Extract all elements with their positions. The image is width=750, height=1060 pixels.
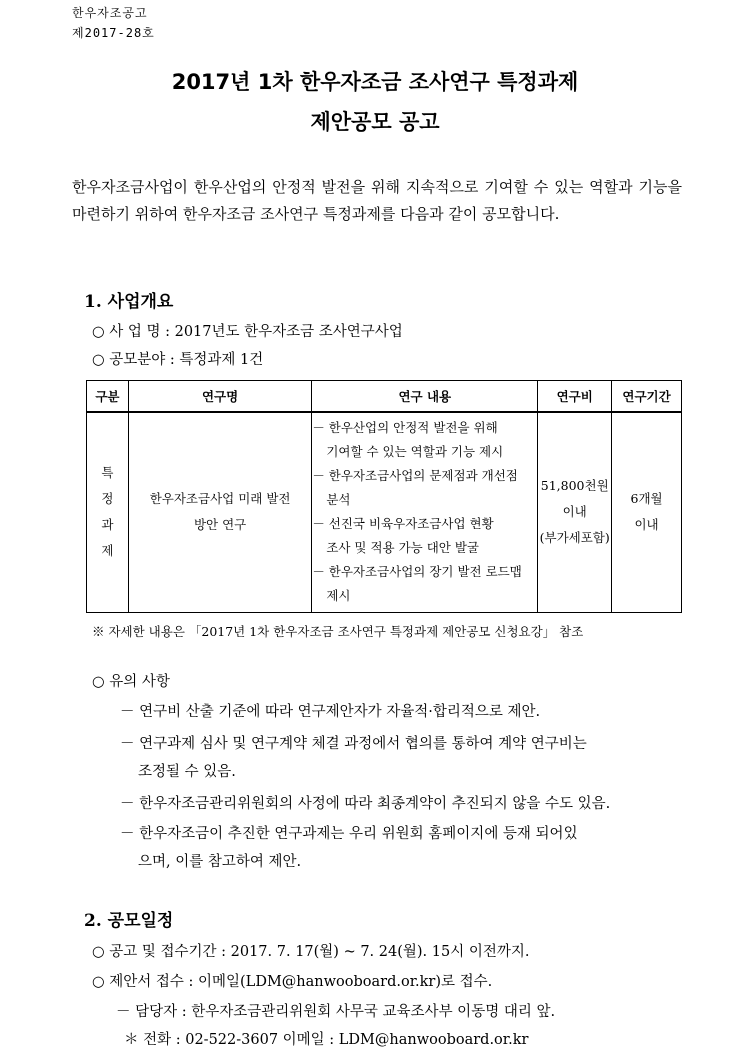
caution-item: － 연구과제 심사 및 연구계약 체결 과정에서 협의를 통하여 계약 연구비는: [120, 736, 587, 752]
col-header-category: 구분: [87, 381, 129, 413]
intro-paragraph: 한우자조금사업이 한우산업의 안정적 발전을 위해 지속적으로 기여할 수 있는 역할과 기능을 마련하기 위하여 한우자조금 조사연구 특정과제를 다음과 같이 공모합니다.: [72, 178, 682, 223]
period-cell: 6개월 이내: [612, 412, 682, 612]
category-cell: 특 정 과 제: [87, 412, 129, 612]
contact-person-line: － 담당자 : 한우자조금관리위원회 사무국 교육조사부 이동명 대리 앞.: [116, 1004, 556, 1020]
field-line: ○ 공모분야 : 특정과제 1건: [92, 352, 264, 368]
project-name-line: ○ 사 업 명 : 2017년도 한우자조금 조사연구사업: [92, 324, 403, 340]
budget-cell: 51,800천원 이내 (부가세포함): [538, 412, 612, 612]
caution-item-cont: 으며, 이를 참고하여 제안.: [138, 854, 302, 870]
table-row: [87, 412, 682, 612]
project-name-cell: 한우자조금사업 미래 발전 방안 연구: [128, 412, 311, 612]
submission-line: ○ 제안서 접수 : 이메일(LDM@hanwooboard.or.kr)로 접수.: [92, 974, 493, 990]
caution-item-cont: 조정될 수 있음.: [138, 764, 236, 780]
caution-title: ○ 유의 사항: [92, 674, 170, 690]
section2-heading: 2. 공모일정: [84, 911, 174, 931]
reference-note: ※ 자세한 내용은 「2017년 1차 한우자조금 조사연구 특정과제 제안공모 신청요강」 참조: [92, 624, 584, 639]
col-header-content: 연구 내용: [312, 381, 538, 413]
schedule-period-line: ○ 공고 및 접수기간 : 2017. 7. 17(월) ~ 7. 24(월). 15시 이전까지.: [92, 944, 530, 960]
caution-item: － 연구비 산출 기준에 따라 연구제안자가 자율적·합리적으로 제안.: [120, 704, 541, 720]
caution-item: － 한우자조금관리위원회의 사정에 따라 최종계약이 추진되지 않을 수도 있음.: [120, 796, 611, 812]
contact-info-line: ＊ 전화 : 02-522-3607 이메일 : LDM@hanwooboard.or.kr: [124, 1032, 529, 1048]
page-title-line2: 제안공모 공고: [310, 110, 440, 134]
table-header-row: [87, 381, 682, 413]
col-header-name: 연구명: [128, 381, 311, 413]
section1-heading: 1. 사업개요: [84, 292, 174, 312]
document-header-org: 한우자조공고: [72, 6, 148, 20]
page-title-line1: 2017년 1차 한우자조금 조사연구 특정과제: [171, 70, 579, 94]
document-number: 제2017-28호: [72, 26, 155, 40]
content-cell: － 한우산업의 안정적 발전을 위해 기여할 수 있는 역할과 기능 제시 － 한우자조금사업의 문제점과 개선점 분석 － 선진국 비육우자조금사업 현황 조사 및 적용 가능 대안 발굴 － 한우자조금사업의 장기 발전 로드맵 제시: [312, 412, 538, 612]
caution-item: － 한우자조금이 추진한 연구과제는 우리 위원회 홈페이지에 등재 되어있: [120, 826, 578, 842]
project-table: [86, 380, 682, 613]
col-header-period: 연구기간: [612, 381, 682, 413]
col-header-budget: 연구비: [538, 381, 612, 413]
